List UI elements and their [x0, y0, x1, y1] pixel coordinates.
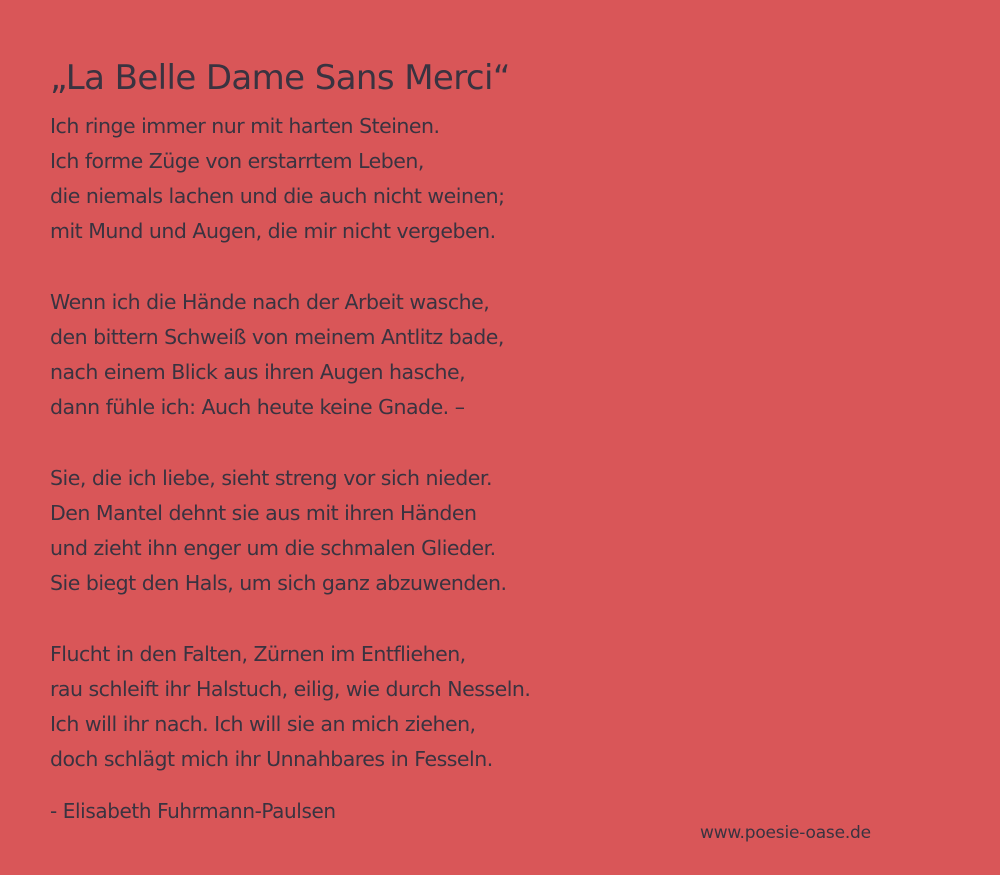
stanza-4	[50, 637, 670, 777]
poem-line: mit Mund und Augen, die mir nicht vergeben.	[50, 219, 496, 243]
poem-line: Flucht in den Falten, Zürnen im Entfliehen,	[50, 642, 466, 666]
poem-line: Ich forme Züge von erstarrtem Leben,	[50, 149, 424, 173]
poem-line: doch schlägt mich ihr Unnahbares in Fesseln.	[50, 747, 493, 771]
poem-title: „La Belle Dame Sans Merci“	[50, 58, 510, 98]
poem-line: die niemals lachen und die auch nicht weinen;	[50, 184, 505, 208]
poem-line: Wenn ich die Hände nach der Arbeit wasche,	[50, 290, 490, 314]
poem-author: - Elisabeth Fuhrmann-Paulsen	[50, 799, 336, 823]
poem-line: nach einem Blick aus ihren Augen hasche,	[50, 360, 466, 384]
website-url: www.poesie-oase.de	[700, 823, 871, 843]
poem-line: dann fühle ich: Auch heute keine Gnade. –	[50, 395, 465, 419]
stanza-3	[50, 461, 670, 601]
stanza-2	[50, 285, 670, 425]
poem-line: Ich ringe immer nur mit harten Steinen.	[50, 114, 440, 138]
poem-line: Den Mantel dehnt sie aus mit ihren Händen	[50, 501, 477, 525]
stanza-1	[50, 109, 670, 249]
poem-line: Sie biegt den Hals, um sich ganz abzuwenden.	[50, 571, 507, 595]
poem-line: den bittern Schweiß von meinem Antlitz bade,	[50, 325, 504, 349]
poem-line: und zieht ihn enger um die schmalen Glieder.	[50, 536, 496, 560]
poem-line: Ich will ihr nach. Ich will sie an mich ziehen,	[50, 712, 476, 736]
poem-body	[50, 109, 670, 813]
poem-line: rau schleift ihr Halstuch, eilig, wie durch Nesseln.	[50, 677, 531, 701]
poem-line: Sie, die ich liebe, sieht streng vor sich nieder.	[50, 466, 492, 490]
